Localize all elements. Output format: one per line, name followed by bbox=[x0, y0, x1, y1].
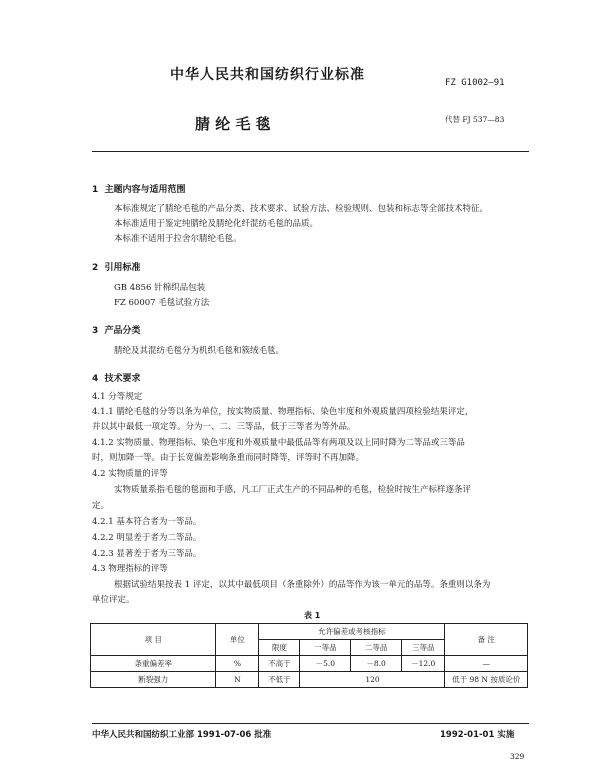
clause-4-2-3: 4.2.3 显著差于者为三等品。 bbox=[92, 549, 202, 559]
cell-merged-grades: 120 bbox=[300, 672, 445, 688]
cell-limit: 不高于 bbox=[259, 656, 300, 672]
header-rule bbox=[92, 151, 529, 152]
cell-unit: % bbox=[216, 656, 259, 672]
cell-limit: 不低于 bbox=[259, 672, 300, 688]
table-row bbox=[91, 656, 528, 672]
implementation-date: 1992-01-01 实施 bbox=[440, 730, 515, 740]
clause-4-2: 4.2 实物质量的评等 bbox=[92, 469, 168, 479]
s1-paragraph-3: 本标准不适用于拉舍尔腈纶毛毯。 bbox=[114, 234, 242, 244]
clause-4-1-1b: 并以其中最低一项定等。分为一、二、三等品，低于三等者为等外品。 bbox=[92, 422, 356, 432]
table-caption: 表 1 bbox=[304, 611, 321, 620]
section-2-heading: 2 引用标准 bbox=[92, 263, 141, 273]
clause-4-1-2a: 4.1.2 实物质量、物理指标、染色牢度和外观质量中最低品等有两项及以上同时降为二等品或三等品 bbox=[92, 438, 465, 448]
col-header-grade1: 一等品 bbox=[300, 640, 351, 656]
cell-note: 低于 98 N 按质论价 bbox=[445, 672, 528, 688]
clause-4-3-para-a: 根据试验结果按表 1 评定，以其中最低项目（条重除外）的品等作为该一单元的品等。条重则以条为 bbox=[114, 580, 491, 590]
clause-4-2-para-b: 定。 bbox=[92, 501, 110, 511]
section-1-heading: 1 主题内容与适用范围 bbox=[92, 185, 186, 195]
section-4-heading: 4 技术要求 bbox=[92, 374, 141, 384]
table-row bbox=[91, 672, 528, 688]
s1-paragraph-1: 本标准规定了腈纶毛毯的产品分类、技术要求、试验方法、检验规则、包装和标志等全部技术特征。 bbox=[114, 204, 489, 214]
clause-4-3-para-b: 单位评定。 bbox=[92, 595, 135, 605]
clause-4-1: 4.1 分等规定 bbox=[92, 392, 143, 402]
cell-unit: N bbox=[216, 672, 259, 688]
col-header-limit: 限度 bbox=[259, 640, 300, 656]
footer-rule bbox=[92, 723, 529, 724]
cell-grade2: －8.0 bbox=[351, 656, 402, 672]
col-header-grade3: 三等品 bbox=[401, 640, 445, 656]
cell-grade3: －12.0 bbox=[401, 656, 445, 672]
page-number: 329 bbox=[510, 752, 525, 761]
col-header-note: 备 注 bbox=[445, 624, 528, 656]
col-header-unit: 单位 bbox=[216, 624, 259, 656]
reference-2: FZ 60007 毛毯试验方法 bbox=[114, 298, 210, 308]
col-header-grade2: 二等品 bbox=[351, 640, 402, 656]
standard-code: FZ G1002—91 bbox=[445, 78, 505, 88]
cell-item: 断裂强力 bbox=[91, 672, 216, 688]
col-header-item: 项 目 bbox=[91, 624, 216, 656]
clause-4-2-1: 4.2.1 基本符合者为一等品。 bbox=[92, 517, 202, 527]
clause-4-1-2b: 时，则加降一等。由于长宽偏差影响条重而同时降等，评等时不再加降。 bbox=[92, 453, 365, 463]
issuing-authority: 中华人民共和国纺织行业标准 bbox=[170, 67, 365, 83]
clause-4-3: 4.3 物理指标的评等 bbox=[92, 564, 168, 574]
section-3-heading: 3 产品分类 bbox=[92, 326, 141, 336]
replaces-note: 代替 FJ 537—83 bbox=[445, 115, 505, 124]
table-1 bbox=[90, 623, 528, 688]
clause-4-1-1a: 4.1.1 腈纶毛毯的分等以条为单位，按实物质量、物理指标、染色牢度和外观质量四项检验结果评定， bbox=[92, 407, 474, 417]
s3-paragraph-1: 腈纶及其混纺毛毯分为机织毛毯和簇绒毛毯。 bbox=[114, 346, 285, 356]
cell-note: — bbox=[445, 656, 528, 672]
clause-4-2-para-a: 实物质量系指毛毯的毯面和手感，凡工厂正式生产的不同品种的毛毯，检验时按生产标样逐条评 bbox=[114, 485, 472, 495]
document-title: 腈 纶 毛 毯 bbox=[195, 115, 271, 133]
approval-line: 中华人民共和国纺织工业部 1991-07-06 批准 bbox=[92, 730, 272, 740]
cell-item: 条重偏差率 bbox=[91, 656, 216, 672]
cell-grade1: －5.0 bbox=[300, 656, 351, 672]
clause-4-2-2: 4.2.2 明显差于者为二等品。 bbox=[92, 533, 202, 543]
reference-1: GB 4856 针棉织品包装 bbox=[114, 283, 206, 293]
col-header-group: 允许偏差或考核指标 bbox=[259, 624, 445, 640]
s1-paragraph-2: 本标准适用于鉴定纯腈纶及腈纶化纤混纺毛毯的品质。 bbox=[114, 219, 319, 229]
